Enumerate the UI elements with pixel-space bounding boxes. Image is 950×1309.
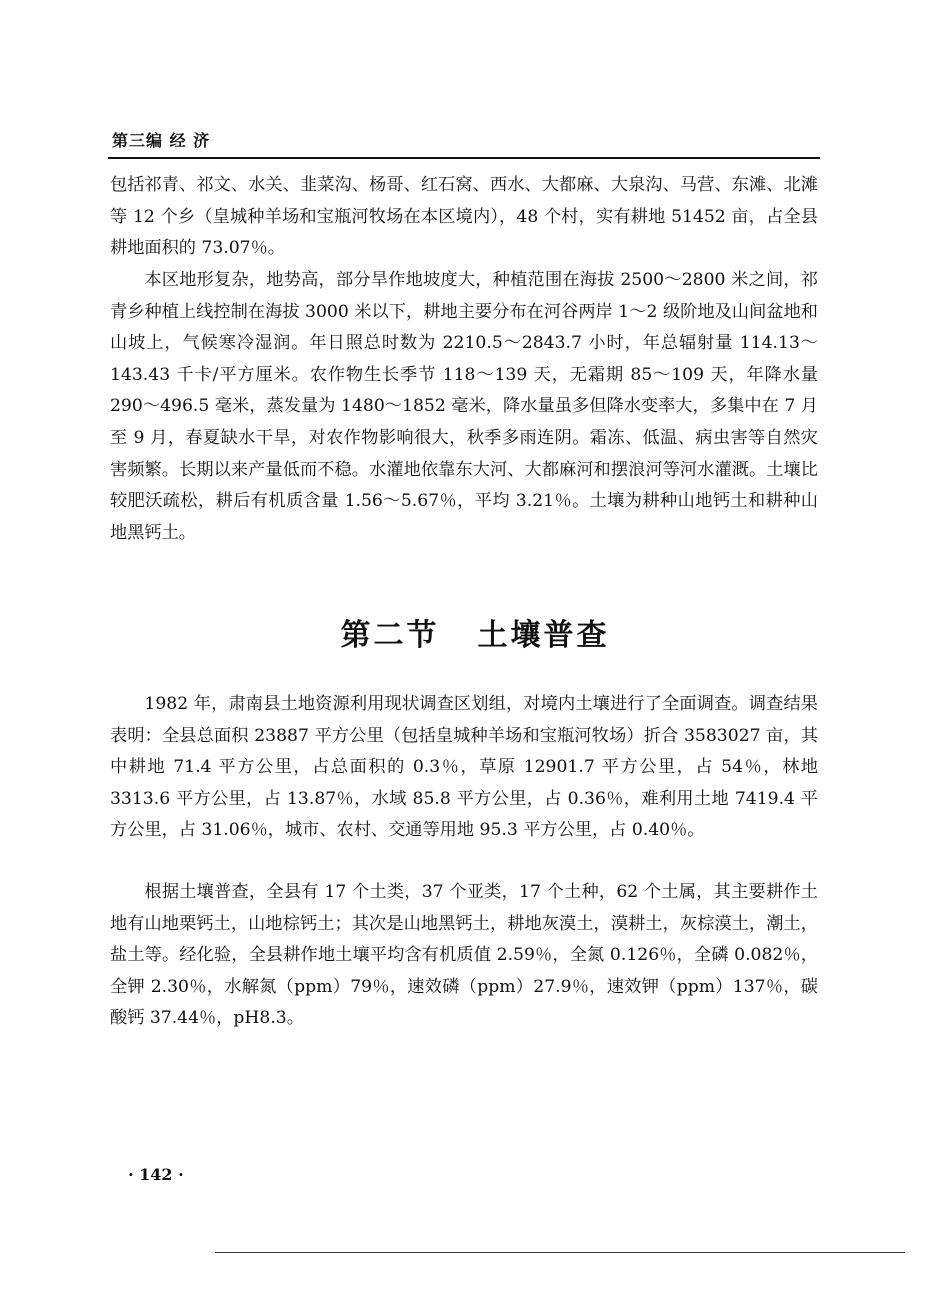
footer-rule (215, 1252, 905, 1253)
paragraph-4: 根据土壤普查，全县有 17 个土类，37 个亚类，17 个土种，62 个土属，其主要耕作土地有山地栗钙土，山地棕钙土；其次是山地黑钙土，耕地灰漠土，漠耕土，灰棕漠土，潮土，盐土等。经化验，全县耕作地土壤平均含有机质值 2.59％，全氮 0.126％，全磷 0.082％，全钾 2.30％，水解氮（ppm）79％，速效磷（ppm）27.9％，速效钾（ppm）137％，碳酸钙 37.44％，pH8.3。 (110, 882, 818, 1029)
header-rule (108, 157, 820, 159)
running-header: 第三编 经 济 (112, 131, 211, 150)
paragraph-2: 本区地形复杂，地势高，部分旱作地坡度大，种植范围在海拔 2500～2800 米之间，祁青乡种植上线控制在海拔 3000 米以下，耕地主要分布在河谷两岸 1～2 级阶地及山间盆地和山坡上，气候寒冷湿润。年日照总时数为 2210.5～2843.7 小时，年总辐射量 114.13～143.43 千卡/平方厘米。农作物生长季节 118～139 天，无霜期 85～109 天，年降水量 290～496.5 毫米，蒸发量为 1480～1852 毫米，降水量虽多但降水变率大，多集中在 7 月至 9 月，春夏缺水干旱，对农作物影响很大，秋季多雨连阴。霜冻、低温、病虫害等自然灾害频繁。长期以来产量低而不稳。水灌地依靠东大河、大都麻河和摆浪河等河水灌溉。土壤比较肥沃疏松，耕后有机质含量 1.56～5.67％，平均 3.21％。土壤为耕种山地钙土和耕种山地黑钙土。 (110, 270, 818, 543)
section-title: 土壤普查 (477, 618, 610, 653)
page-number: · 142 · (128, 1165, 184, 1184)
section-heading (0, 610, 950, 654)
paragraph-1: 包括祁青、祁文、水关、韭菜沟、杨哥、红石窝、西水、大都麻、大泉沟、马营、东滩、北滩等 12 个乡（皇城种羊场和宝瓶河牧场在本区境内），48 个村，实有耕地 51452 亩，占全县耕地面积的 73.07％。 (110, 175, 818, 259)
section-number: 第二节 (340, 618, 440, 653)
paragraph-3: 1982 年，肃南县土地资源利用现状调查区划组，对境内土壤进行了全面调查。调查结果表明：全县总面积 23887 平方公里（包括皇城种羊场和宝瓶河牧场）折合 3583027 亩，其中耕地 71.4 平方公里，占总面积的 0.3％，草原 12901.7 平方公里，占 54％，林地 3313.6 平方公里，占 13.87％，水域 85.8 平方公里，占 0.36％，难利用土地 7419.4 平方公里，占 31.06％，城市、农村、交通等用地 95.3 平方公里，占 0.40％。 (110, 694, 818, 841)
